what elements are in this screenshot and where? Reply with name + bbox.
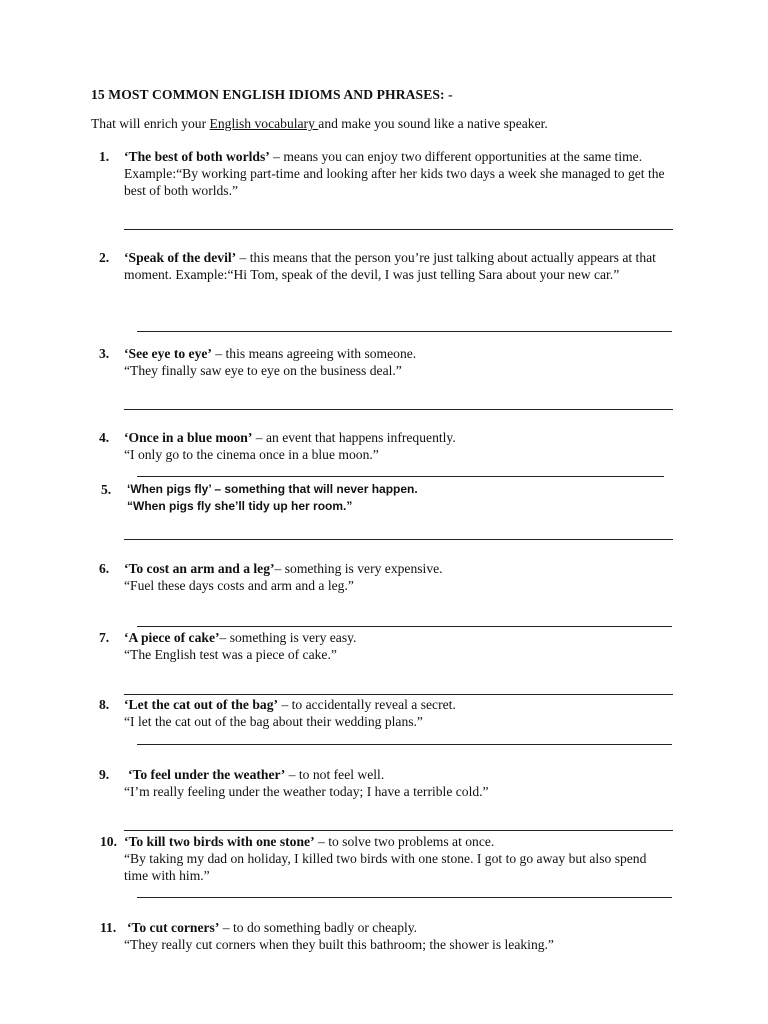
- answer-line-1[interactable]: [124, 229, 673, 230]
- item-number: 1.: [99, 149, 110, 164]
- idiom-example: “I let the cat out of the bag about their wedding plans.”: [124, 714, 423, 729]
- item-number: 10.: [100, 834, 117, 849]
- idiom-phrase: ‘When pigs fly’: [127, 482, 212, 496]
- intro-text-before: That will enrich your: [91, 116, 210, 131]
- item-body: [124, 766, 684, 800]
- idiom-meaning: – to not feel well.: [285, 767, 385, 782]
- idiom-example: “They finally saw eye to eye on the business deal.”: [124, 363, 402, 378]
- idiom-example: “Fuel these days costs and arm and a leg.”: [124, 578, 354, 593]
- answer-line-2[interactable]: [137, 331, 672, 332]
- item-number: 3.: [99, 346, 110, 361]
- idiom-phrase: ‘To cut corners’: [127, 920, 220, 935]
- item-number: 6.: [99, 561, 110, 576]
- idiom-meaning: – something that will never happen.: [211, 482, 418, 496]
- idiom-meaning: – an event that happens infrequently.: [252, 430, 456, 445]
- item-body: [124, 696, 684, 730]
- idiom-meaning: – something is very easy.: [219, 630, 357, 645]
- idiom-meaning: – to accidentally reveal a secret.: [278, 697, 456, 712]
- item-body: [124, 560, 684, 594]
- item-number: 2.: [99, 250, 110, 265]
- item-body: [124, 249, 684, 283]
- answer-line-5[interactable]: [124, 539, 673, 540]
- idiom-example: “By taking my dad on holiday, I killed two birds with one stone. I got to go away but also spend time with him.”: [124, 851, 647, 883]
- item-body: [124, 919, 684, 953]
- item-body: [124, 429, 684, 463]
- item-number: 5.: [101, 482, 112, 497]
- idiom-phrase: ‘Once in a blue moon’: [124, 430, 253, 445]
- item-number: 4.: [99, 430, 110, 445]
- answer-line-8[interactable]: [137, 744, 672, 745]
- idiom-example: “When pigs fly she’ll tidy up her room.”: [127, 499, 353, 513]
- idiom-meaning: – this means that the person you’re just talking about actually appears at that moment. Example:“Hi Tom, speak of the devil, I was just telling Sara about your new car.”: [124, 250, 656, 282]
- idiom-example: “They really cut corners when they built this bathroom; the shower is leaking.”: [124, 937, 554, 952]
- item-number: 8.: [99, 697, 110, 712]
- idiom-phrase: ‘A piece of cake’: [124, 630, 220, 645]
- page-title: 15 MOST COMMON ENGLISH IDIOMS AND PHRASES: -: [91, 87, 453, 102]
- item-body: [127, 481, 687, 515]
- idiom-phrase: ‘To cost an arm and a leg’: [124, 561, 275, 576]
- idiom-example: “The English test was a piece of cake.”: [124, 647, 337, 662]
- answer-line-6[interactable]: [137, 626, 672, 627]
- idiom-example: “I’m really feeling under the weather today; I have a terrible cold.”: [124, 784, 489, 799]
- english-vocabulary-link[interactable]: English vocabulary: [209, 116, 319, 131]
- idiom-phrase: ‘To kill two birds with one stone’: [124, 834, 315, 849]
- idiom-phrase: ‘See eye to eye’: [124, 346, 212, 361]
- idiom-phrase: ‘The best of both worlds’: [124, 149, 270, 164]
- idiom-example: “I only go to the cinema once in a blue moon.”: [124, 447, 379, 462]
- answer-line-10[interactable]: [137, 897, 672, 898]
- idiom-phrase: ‘Speak of the devil’: [124, 250, 237, 265]
- answer-line-3[interactable]: [124, 409, 673, 410]
- item-number: 11.: [100, 920, 117, 935]
- answer-line-7[interactable]: [124, 694, 673, 695]
- item-body: [124, 148, 684, 199]
- item-body: [124, 629, 684, 663]
- item-number: 7.: [99, 630, 110, 645]
- idiom-phrase: ‘To feel under the weather’: [128, 767, 286, 782]
- intro-text-after: and make you sound like a native speaker.: [318, 116, 548, 131]
- answer-line-9[interactable]: [124, 830, 673, 831]
- intro-line: [91, 115, 548, 132]
- idiom-meaning: – to do something badly or cheaply.: [219, 920, 418, 935]
- idiom-meaning: – this means agreeing with someone.: [211, 346, 417, 361]
- idiom-meaning: – means you can enjoy two different opportunities at the same time. Example:“By working part-time and looking after her kids two days a week she managed to get the best of both worlds.”: [124, 149, 665, 198]
- item-number: 9.: [99, 767, 110, 782]
- idiom-meaning: – to solve two problems at once.: [314, 834, 495, 849]
- answer-line-4[interactable]: [137, 476, 664, 477]
- item-body: [124, 345, 684, 379]
- idiom-meaning: – something is very expensive.: [274, 561, 443, 576]
- idiom-phrase: ‘Let the cat out of the bag’: [124, 697, 279, 712]
- item-body: [124, 833, 664, 884]
